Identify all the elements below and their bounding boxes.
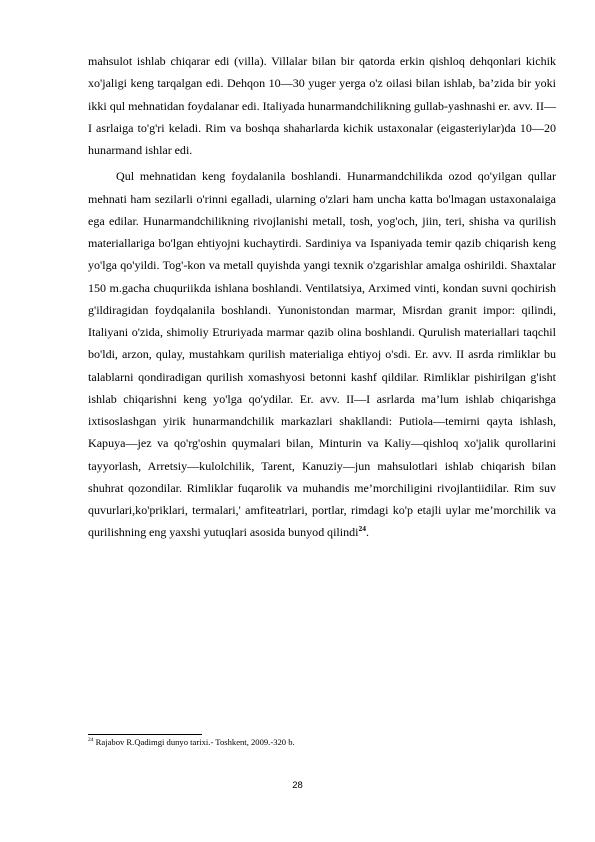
footnote-text: Rajabov R.Qadimgi dunyo tarixi.- Toshkent, 2009.-320 b. xyxy=(93,737,295,747)
paragraph-1-text: mahsulot ishlab chiqarar edi (villa). Villalar bilan bir qatorda erkin qishloq dehqonlari kichik xo'jaligi keng tarqalgan edi. Dehqon 10—30 yuger yerga o'z oilasi bilan ishlab, ba’zida bir yoki ikki qul mehnatidan foydalanar edi. Italiyada hunarmandchilikning gullab-yashnashi er. avv. II—I asrlaiga to'g'ri keladi. Rim va boshqa shaharlarda kichik ustaxonalar (eigasteriylar)da 10—20 hunarmand ishlar edi. xyxy=(88,54,556,157)
paragraph-2-end: . xyxy=(366,525,370,540)
document-body xyxy=(88,50,556,544)
paragraph-1 xyxy=(88,50,556,161)
footnote-reference[interactable]: 24 xyxy=(358,524,367,534)
paragraph-2 xyxy=(88,165,556,543)
paragraph-2-text: Qul mehnatidan keng foydalanila boshlandi. Hunarmandchilikda ozod qo'yilgan qullar mehnati ham sezilarli o'rinni egalladi, ularning o'zlari ham uncha katta bo'lmagan ustaxonalaiga ega edilar. Hunarmandchilikning rivojlanishi metall, tosh, yog'och, jiin, teri, shisha va qurilish materiallariga bo'lgan ehtiyojni kuchaytirdi. Sardiniya va Ispaniyada temir qazib chiqarish keng yo'lga qo'yildi. Tog'-kon va metall quyishda yangi texnik o'zgarishlar amalga oshirildi. Shaxtalar 150 m.gacha chuquriikda ishlana boshlandi. Ventilatsiya, Arximed vinti, kondan suvni qochirish g'ildiragidan foydqalanila boshlandi. Yunonistondan marmar, Misrdan granit impor: qilindi, Italiyani o'zida, shimoliy Etruriyada marmar qazib olina boshlandi. Qurulish materiallari taqchil bo'ldi, arzon, qulay, mustahkam qurilish materialiga ehtiyoj o'sdi. Er. avv. II asrda rimliklar bu talablarni qondiradigan qurilish xomashyosi betonni kashf qildilar. Rimliklar pishirilgan g'isht ishlab chiqarishni keng yo'lga qo'ydilar. Er. avv. II—I asrlarda ma’lum ishlab chiqarishga ixtisoslashgan yirik hunarmandchilik markazlari shakllandi: Putiola—temirni qayta ishlash, Kapuya—jez va qo'rg'oshin quymalari bilan, Minturin va Kaliy—qishloq xo'jalik qurollarini tayyorlash, Arretsiy—kulolchilik, Tarent, Kanuziy—jun mahsulotlari ishlab chiqarish bilan shuhrat qozondilar. Rimliklar fuqarolik va muhandis me’morchiligini rivojlantiidilar. Rim suv quvurlari,ko'priklari, termalari,' amfiteatrlari, portlar, rimdagi ko'p etajli uylar me’morchilik va qurilishning eng yaxshi yutuqlari asosida bunyod qilindi xyxy=(88,169,556,540)
footnote-separator xyxy=(88,734,202,735)
footnote-number: 24 xyxy=(88,737,94,744)
footnote xyxy=(88,737,556,748)
page-number: 28 xyxy=(292,780,303,791)
